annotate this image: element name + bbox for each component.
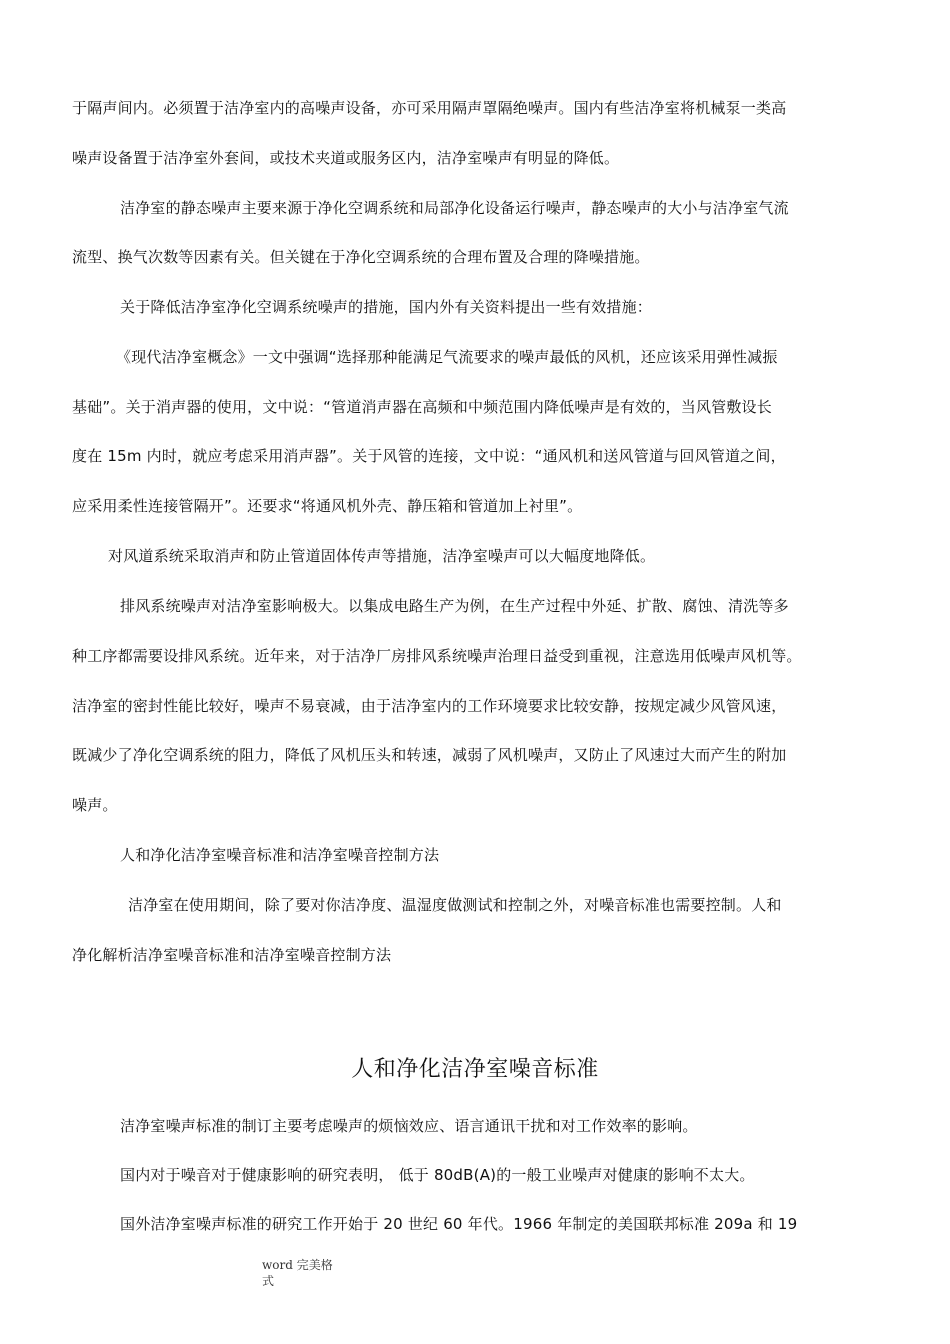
text-line-8: 度在 15m 内时，就应考虑采用消声器”。关于风管的连接，文中说：“通风机和送风管道与回风管道之间， [72,447,786,465]
text-line-21: 国外洁净室噪声标准的研究工作开始于 20 世纪 60 年代。1966 年制定的美国联邦标准 209a 和 19 [120,1215,798,1233]
text-line-11: 排风系统噪声对洁净室影响极大。以集成电路生产为例，在生产过程中外延、扩散、腐蚀、清洗等多 [120,597,789,615]
footer-text [262,1257,333,1289]
text-line-3: 洁净室的静态噪声主要来源于净化空调系统和局部净化设备运行噪声，静态噪声的大小与洁净室气流 [120,199,789,217]
text-line-6: 《现代洁净室概念》一文中强调“选择那种能满足气流要求的噪声最低的风机，还应该采用弹性减振 [116,348,778,366]
text-line-17: 洁净室在使用期间，除了要对你洁净度、温湿度做测试和控制之外，对噪音标准也需要控制。人和 [128,896,782,914]
text-line-13: 洁净室的密封性能比较好，噪声不易衰减，由于洁净室内的工作环境要求比较安静，按规定减少风管风速， [72,697,787,715]
text-line-15: 噪声。 [72,796,118,814]
section-heading: 人和净化洁净室噪音标准 [351,1057,599,1082]
text-line-10: 对风道系统采取消声和防止管道固体传声等措施，洁净室噪声可以大幅度地降低。 [108,547,656,565]
text-line-7: 基础”。关于消声器的使用，文中说：“管道消声器在高频和中频范围内降低噪声是有效的，当风管敷设长 [72,398,772,416]
text-line-18: 净化解析洁净室噪音标准和洁净室噪音控制方法 [72,946,392,964]
text-line-4: 流型、换气次数等因素有关。但关键在于净化空调系统的合理布置及合理的降噪措施。 [72,248,650,266]
text-line-2: 噪声设备置于洁净室外套间，或技术夹道或服务区内，洁净室噪声有明显的降低。 [72,149,620,167]
text-line-9: 应采用柔性连接管隔开”。还要求“将通风机外壳、静压箱和管道加上衬里”。 [72,497,583,515]
text-line-12: 种工序都需要设排风系统。近年来，对于洁净厂房排风系统噪声治理日益受到重视，注意选用低噪声风机等。 [72,647,802,665]
footer-line-2: 式 [262,1274,275,1288]
text-line-20: 国内对于噪音对于健康影响的研究表明， 低于 80dB(A)的一般工业噪声对健康的影响不太大。 [120,1166,755,1184]
text-line-5: 关于降低洁净室净化空调系统噪声的措施，国内外有关资料提出一些有效措施： [120,298,653,316]
text-line-14: 既减少了净化空调系统的阻力，降低了风机压头和转速，减弱了风机噪声，又防止了风速过大而产生的附加 [72,746,787,764]
footer-line-1: word 完美格 [262,1258,333,1272]
text-line-16: 人和净化洁净室噪音标准和洁净室噪音控制方法 [120,846,440,864]
text-line-19: 洁净室噪声标准的制订主要考虑噪声的烦恼效应、语言通讯干扰和对工作效率的影响。 [120,1117,698,1135]
text-line-1: 于隔声间内。必须置于洁净室内的高噪声设备，亦可采用隔声罩隔绝噪声。国内有些洁净室将机械泵一类高 [72,99,787,117]
